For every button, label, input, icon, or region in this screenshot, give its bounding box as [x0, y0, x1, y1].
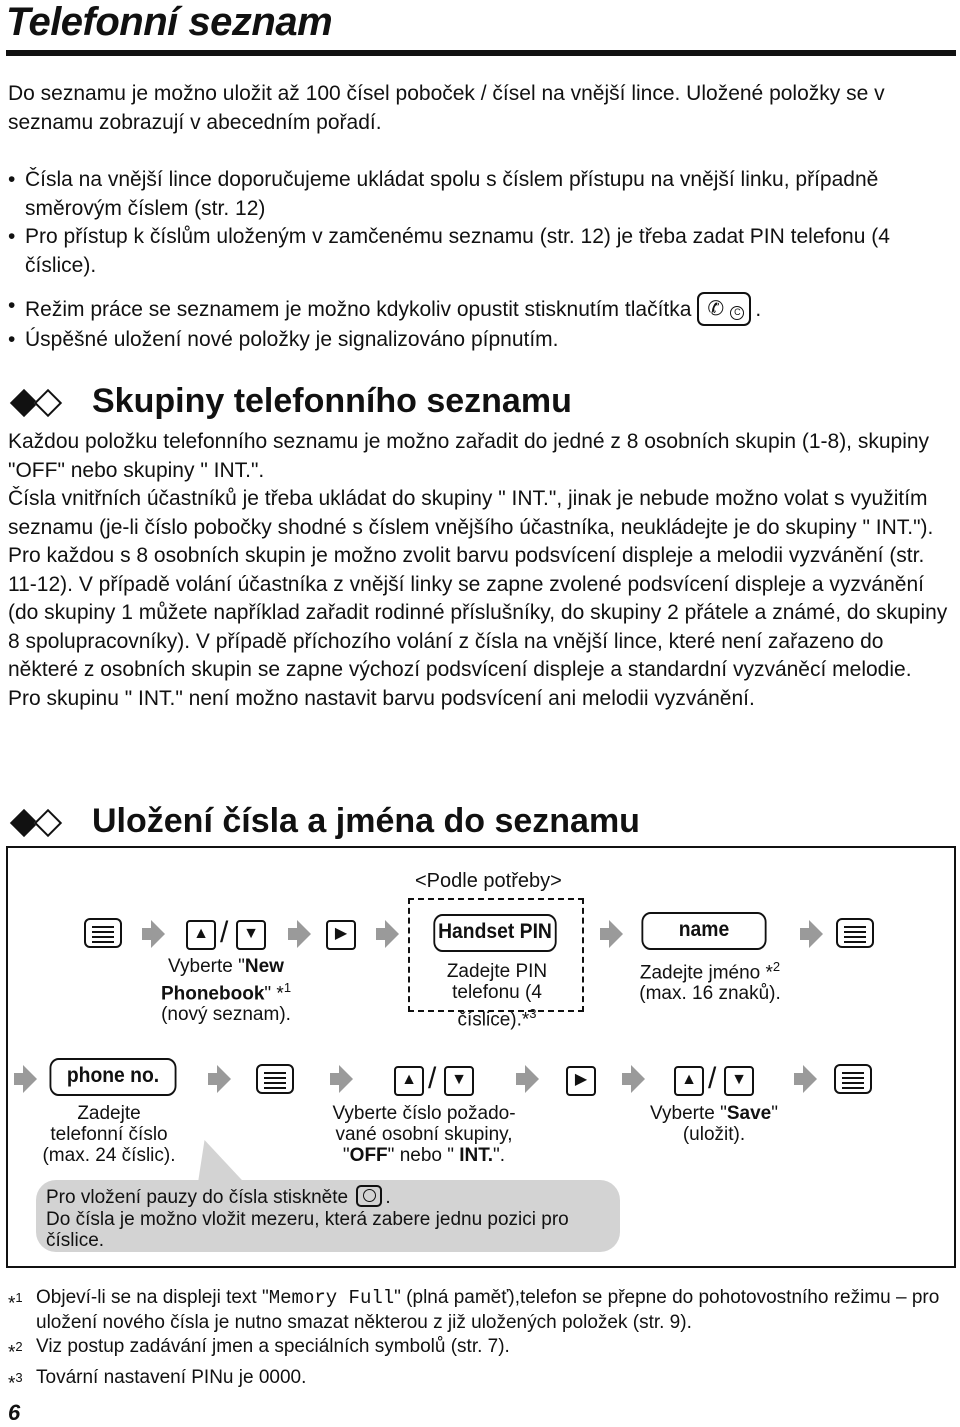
- footnote: *$^2$ Viz postup zadávání jmen a speciálních symbolů (str. 7).: [8, 1336, 510, 1364]
- pause-note: Pro vložení pauzy do čísla stiskněte . Do čísla je možno vložit mezeru, která zabere jednu pozici pro číslice.: [46, 1187, 569, 1251]
- up-key-icon: ▲: [186, 920, 216, 950]
- slash: /: [708, 1062, 717, 1095]
- slash: /: [428, 1062, 437, 1095]
- step-arrow-icon: [516, 1063, 540, 1095]
- footnotes: [8, 1286, 953, 1397]
- step-arrow-icon: [330, 1063, 354, 1095]
- bullet-item: • Úspěšné uložení nové položky je signalizováno pípnutím.: [8, 326, 953, 355]
- pause-key-icon: [356, 1185, 382, 1207]
- bullet-item: • Režim práce se seznamem je možno kdykoliv opustit stisknutím tlačítka ✆ C .: [8, 292, 953, 326]
- groups-paragraph: Pro skupinu " INT." není možno nastavit barvu podsvícení ani melodii vyzvánění.: [8, 686, 755, 710]
- step-arrow-icon: [288, 918, 312, 950]
- down-key-icon: ▼: [444, 1066, 474, 1096]
- end-call-key-icon: ✆ C: [697, 292, 751, 326]
- caption-enter-name: Zadejte jméno *$^2$ (max. 16 znaků).: [639, 959, 781, 1005]
- menu-key-icon: [834, 1064, 872, 1094]
- diamond-bullet-icon: [8, 388, 68, 418]
- step-arrow-icon: [14, 1063, 38, 1095]
- step-arrow-icon: [208, 1063, 232, 1095]
- menu-key-icon: [256, 1064, 294, 1094]
- groups-paragraph: Čísla vnitřních účastníků je třeba ukládat do skupiny " INT.", jinak je nebude možno volat s využitím seznamu (je-li číslo pobočky shodné s číslem vnějšího účastníka, neukládejte je do skupiny " INT.").: [8, 487, 934, 539]
- step-arrow-icon: [600, 918, 624, 950]
- caption-new-phonebook: Vyberte "New Phonebook" *$^1$ (nový seznam).: [160, 956, 292, 1026]
- groups-paragraph: Pro každou s 8 osobních skupin je možno zvolit barvu podsvícení displeje a melodii vyzvánění (str. 11-12). V případě volání účastníka z vnější linky se zapne zvolené podsvícení displeje a vyzvánění (do skupiny 1 můžete například zařadit rodinné příslušníky, do skupiny 2 přátele a známé, do skupiny 8 spolupracovníky). V případě příchozího volání z čísla na vnější lince, které není zařazeno do některé z osobních skupin se zapne výchozí podsvícení displeje a standardní vyzváněcí melodie.: [8, 544, 948, 681]
- menu-key-icon: [84, 918, 122, 948]
- slash: /: [220, 916, 229, 949]
- title-rule: [6, 50, 956, 56]
- right-key-icon: ▶: [566, 1066, 596, 1096]
- bullet-item: • Čísla na vnější lince doporučujeme ukládat spolu s číslem přístupu na vnější linku, případně směrovým číslem (str. 12): [8, 166, 953, 223]
- up-key-icon: ▲: [674, 1066, 704, 1096]
- optional-label: <Podle potřeby>: [415, 870, 562, 892]
- intro-paragraph: Do seznamu je možno uložit až 100 čísel poboček / čísel na vnější lince. Uložené položky se v seznamu zobrazují v abecedním pořadí.: [8, 82, 885, 134]
- groups-paragraph: Každou položku telefonního seznamu je možno zařadit do jedné z 8 osobních skupin (1-8), skupiny "OFF" nebo skupiny " INT.".: [8, 430, 930, 482]
- up-key-icon: ▲: [394, 1066, 424, 1096]
- footnote: *$^3$ Tovární nastavení PINu je 0000.: [8, 1366, 307, 1395]
- right-key-icon: ▶: [326, 920, 356, 950]
- caption-enter-pin: Zadejte PIN telefonu (4 číslice).*$^3$: [446, 961, 548, 1031]
- bullet-item: • Pro přístup k číslům uloženým v zamčenému seznamu (str. 12) je třeba zadat PIN telefonu (4 číslice).: [8, 223, 953, 280]
- caption-select-group: Vyberte číslo požado- vané osobní skupiny, "OFF" nebo " INT.".: [332, 1103, 516, 1166]
- down-key-icon: ▼: [236, 920, 266, 950]
- menu-key-icon: [836, 918, 874, 948]
- bullet-list: [8, 166, 953, 355]
- caption-save: Vyberte "Save" (uložit).: [650, 1103, 778, 1145]
- step-arrow-icon: [376, 918, 400, 950]
- name-softkey: name: [641, 912, 766, 950]
- section-heading-groups: Skupiny telefonního seznamu: [92, 382, 572, 420]
- diamond-bullet-icon: [8, 808, 68, 838]
- handset-pin-softkey: Handset PIN: [433, 914, 556, 952]
- step-arrow-icon: [800, 918, 824, 950]
- footnote: *$^1$ Objeví-li se na displeji text "Memory Full" (plná paměť),telefon se přepne do pohotovostního režimu – pro uložení nového čísla je nutno smazat některou z již uložených položek (str. 9).: [8, 1287, 940, 1333]
- caption-enter-number: Zadejte telefonní číslo (max. 24 číslic).: [42, 1103, 176, 1166]
- page-number: 6: [8, 1400, 21, 1425]
- phone-no-softkey: phone no.: [50, 1058, 177, 1096]
- section-heading-store: Uložení čísla a jména do seznamu: [92, 802, 640, 840]
- step-arrow-icon: [142, 918, 166, 950]
- down-key-icon: ▼: [724, 1066, 754, 1096]
- step-arrow-icon: [622, 1063, 646, 1095]
- step-arrow-icon: [794, 1063, 818, 1095]
- groups-text: [8, 428, 953, 713]
- page-title: Telefonní seznam: [6, 0, 333, 44]
